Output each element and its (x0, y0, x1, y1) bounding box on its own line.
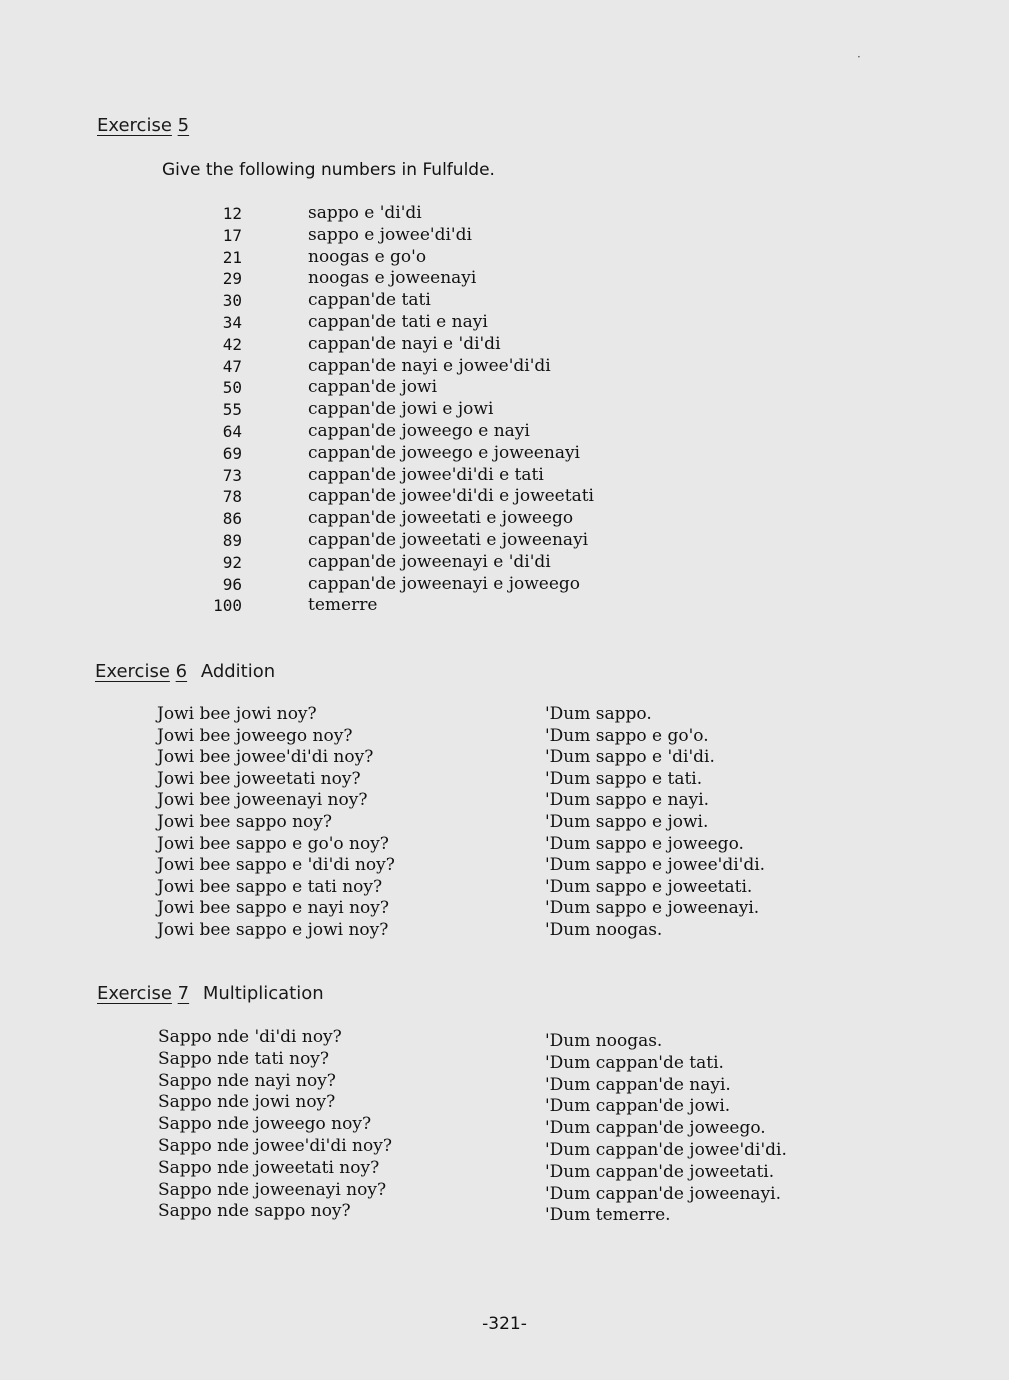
exercise-6-label: Exercise (95, 661, 170, 682)
fulfulde-cell: cappan'de jowee'di'di e joweetati (308, 486, 594, 507)
question-item: Jowi bee sappo e jowi noy? (157, 920, 389, 940)
number-cell: 21 (222, 247, 242, 267)
question-item: Jowi bee joweetati noy? (157, 768, 361, 789)
question-item: Sappo nde joweenayi noy? (158, 1179, 387, 1200)
exercise-5-label: Exercise (97, 115, 172, 136)
number-cell: 12 (222, 204, 242, 223)
fulfulde-cell: cappan'de tati (308, 290, 431, 311)
fulfulde-cell: cappan'de joweego e joweenayi (308, 442, 580, 463)
fulfulde-cell: noogas e go'o (308, 246, 427, 267)
question-item: Jowi bee sappo e 'di'di noy? (157, 855, 395, 876)
fulfulde-cell: cappan'de joweego e nayi (308, 421, 530, 441)
answer-item: 'Dum sappo e tati. (545, 768, 703, 789)
exercise-7-heading (97, 983, 324, 1004)
exercise-6-title: Addition (200, 661, 276, 682)
fulfulde-cell: cappan'de joweetati e joweenayi (308, 530, 589, 550)
answer-item: 'Dum temerre. (545, 1205, 671, 1226)
question-item: Jowi bee sappo e tati noy? (157, 876, 383, 897)
fulfulde-cell: cappan'de joweetati e joweego (308, 508, 574, 529)
answer-item: 'Dum cappan'de jowi. (545, 1096, 731, 1117)
answer-item: 'Dum cappan'de nayi. (545, 1074, 731, 1095)
question-item: Jowi bee sappo e nayi noy? (157, 898, 390, 919)
number-cell: 92 (222, 552, 242, 572)
question-item: Jowi bee jowee'di'di noy? (157, 747, 374, 768)
number-cell: 30 (222, 291, 242, 311)
fulfulde-cell: sappo e 'di'di (308, 203, 422, 223)
question-item: Sappo nde joweego noy? (158, 1114, 372, 1135)
page-number: -321- (482, 1314, 527, 1334)
answer-item: 'Dum cappan'de joweenayi. (545, 1183, 782, 1204)
question-item: Sappo nde nayi noy? (158, 1070, 336, 1091)
number-cell: 86 (222, 509, 242, 529)
question-item: Jowi bee joweego noy? (157, 725, 353, 746)
question-item: Sappo nde sappo noy? (158, 1201, 351, 1222)
question-item: Sappo nde jowee'di'di noy? (158, 1136, 392, 1156)
answer-item: 'Dum sappo e joweenayi. (545, 898, 760, 919)
number-cell: 47 (222, 356, 242, 376)
question-item: Sappo nde tati noy? (158, 1048, 330, 1069)
fulfulde-cell: cappan'de jowi e jowi (308, 399, 494, 420)
exercise-5-number: 5 (177, 115, 190, 136)
number-cell: 64 (222, 422, 242, 441)
exercise-5-instruction: Give the following numbers in Fulfulde. (162, 160, 495, 180)
exercise-7-label: Exercise (97, 983, 172, 1004)
question-item: Jowi bee jowi noy? (157, 704, 317, 724)
answer-item: 'Dum sappo e joweego. (545, 833, 744, 854)
number-cell: 50 (222, 378, 242, 398)
fulfulde-cell: cappan'de joweenayi e joweego (308, 573, 580, 594)
fulfulde-cell: cappan'de tati e nayi (308, 312, 488, 332)
fulfulde-cell: cappan'de jowi (308, 377, 438, 398)
number-cell: 96 (222, 574, 242, 594)
question-item: Jowi bee joweenayi noy? (157, 790, 368, 811)
number-cell: 78 (222, 487, 242, 507)
answer-item: 'Dum sappo e joweetati. (545, 876, 753, 897)
answer-item: 'Dum sappo e jowi. (545, 812, 709, 832)
answer-item: 'Dum sappo. (545, 704, 652, 724)
number-cell: 34 (222, 313, 242, 332)
answer-item: 'Dum noogas. (545, 1031, 663, 1051)
question-item: Sappo nde joweetati noy? (158, 1157, 380, 1178)
number-cell: 55 (222, 400, 242, 420)
fulfulde-cell: cappan'de joweenayi e 'di'di (308, 551, 551, 572)
number-cell: 89 (222, 531, 242, 550)
answer-item: 'Dum noogas. (545, 920, 663, 940)
answer-item: 'Dum cappan'de jowee'di'di. (545, 1140, 787, 1160)
answer-item: 'Dum sappo e nayi. (545, 790, 710, 811)
stray-mark: · (857, 50, 861, 64)
question-item: Jowi bee sappo noy? (157, 812, 333, 832)
exercise-7-title: Multiplication (202, 983, 324, 1004)
question-item: Sappo nde jowi noy? (158, 1092, 336, 1113)
answer-item: 'Dum sappo e jowee'di'di. (545, 855, 766, 876)
number-cell: 17 (222, 225, 242, 245)
answer-item: 'Dum cappan'de tati. (545, 1052, 724, 1073)
exercise-6-heading (95, 661, 275, 682)
answer-item: 'Dum sappo e 'di'di. (545, 747, 715, 768)
number-cell: 73 (222, 465, 242, 485)
answer-item: 'Dum cappan'de joweego. (545, 1118, 766, 1139)
number-cell: 42 (222, 334, 242, 354)
question-item: Jowi bee sappo e go'o noy? (157, 833, 389, 854)
exercise-6-number: 6 (175, 661, 188, 682)
question-item: Sappo nde 'di'di noy? (158, 1027, 342, 1047)
number-cell: 29 (222, 269, 242, 289)
exercise-5-heading (97, 115, 189, 136)
number-cell: 100 (213, 596, 242, 616)
fulfulde-cell: cappan'de jowee'di'di e tati (308, 464, 544, 485)
number-cell: 69 (222, 443, 242, 463)
answer-item: 'Dum sappo e go'o. (545, 725, 709, 746)
fulfulde-cell: temerre (308, 595, 378, 616)
fulfulde-cell: noogas e joweenayi (308, 268, 477, 289)
answer-item: 'Dum cappan'de joweetati. (545, 1161, 775, 1182)
fulfulde-cell: sappo e jowee'di'di (308, 224, 472, 245)
fulfulde-cell: cappan'de nayi e 'di'di (308, 333, 501, 354)
exercise-7-number: 7 (177, 983, 190, 1004)
fulfulde-cell: cappan'de nayi e jowee'di'di (308, 355, 551, 376)
